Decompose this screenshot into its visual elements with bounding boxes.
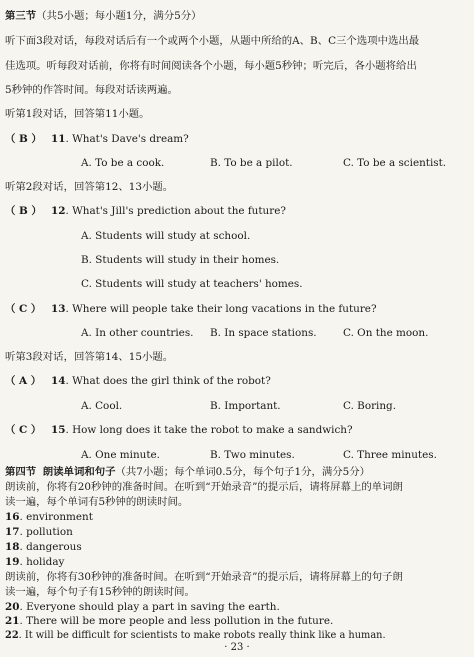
q12-option-b: B. Students will study in their homes. bbox=[81, 254, 280, 266]
section3-instruction-line2: 佳选项。听每段对话前，你将有时间阅读各个小题，每小题5秒钟；听完后，各小题将给出 bbox=[5, 60, 417, 72]
answer-13: （ C ） bbox=[5, 303, 42, 315]
question-13: （ C ） 13. Where will people take their long vacations in the future? bbox=[5, 303, 377, 315]
q12-option-c: C. Students will study at teachers' homes. bbox=[81, 278, 303, 290]
q13-option-b: B. In space stations. bbox=[210, 327, 317, 339]
section4-instruction2-line1: 朗读前，你将有30秒钟的准备时间。在听到“开始录音”的提示后，请将屏幕上的句子朗 bbox=[5, 571, 403, 583]
sentence-22: 22. It will be difficult for scientists to make robots really think like a human. bbox=[5, 630, 386, 641]
section3-instruction-line1: 听下面3段对话，每段对话后有一个或两个小题，从题中所给的A、B、C三个选项中选出最 bbox=[5, 35, 420, 47]
q14-option-b: B. Important. bbox=[210, 400, 281, 412]
question-14: （ A ） 14. What does the girl think of the robot? bbox=[5, 375, 271, 387]
word-19: 19. holiday bbox=[5, 556, 65, 568]
section3-title: 第三节 bbox=[5, 10, 37, 22]
q15-option-b: B. Two minutes. bbox=[210, 449, 295, 461]
dialogue2-instruction: 听第2段对话，回答第12、13小题。 bbox=[5, 181, 174, 193]
dialogue3-instruction: 听第3段对话，回答第14、15小题。 bbox=[5, 351, 174, 363]
q11-option-c: C. To be a scientist. bbox=[343, 157, 447, 169]
question-11: （ B ） 11. What's Dave's dream? bbox=[5, 133, 189, 145]
word-18: 18. dangerous bbox=[5, 541, 82, 553]
word-16: 16. environment bbox=[5, 511, 93, 523]
q15-option-c: C. Three minutes. bbox=[343, 449, 437, 461]
sentence-21: 21. There will be more people and less pollution in the future. bbox=[5, 615, 334, 627]
q14-option-c: C. Boring. bbox=[343, 400, 397, 412]
answer-11: （ B ） bbox=[5, 133, 42, 145]
sentence-20: 20. Everyone should play a part in saving the earth. bbox=[5, 601, 280, 613]
section4-instruction2-line2: 读一遍，每个句子有15秒钟的朗读时间。 bbox=[5, 586, 195, 598]
q15-option-a: A. One minute. bbox=[81, 449, 160, 461]
section4-meta: （共7小题；每个单词0.5分，每个句子1分，满分5分） bbox=[115, 466, 371, 478]
section3-instruction-line3: 5秒钟的作答时间。每段对话读两遍。 bbox=[5, 84, 178, 96]
section3-meta: （共5小题；每小题1分，满分5分） bbox=[36, 10, 202, 22]
section3-heading bbox=[5, 10, 466, 23]
section4-instruction1-line1: 朗读前，你将有20秒钟的准备时间。在听到“开始录音”的提示后，请将屏幕上的单词朗 bbox=[5, 481, 403, 493]
q14-option-a: A. Cool. bbox=[81, 400, 123, 412]
question-14-text: What does the girl think of the robot? bbox=[72, 375, 271, 387]
q13-option-c: C. On the moon. bbox=[343, 327, 429, 339]
page-number: · 23 · bbox=[224, 642, 250, 653]
section4-heading bbox=[5, 466, 466, 479]
q11-option-a: A. To be a cook. bbox=[81, 157, 165, 169]
question-15-text: How long does it take the robot to make a sandwich? bbox=[72, 424, 353, 436]
answer-12: （ B ） bbox=[5, 205, 42, 217]
question-11-text: What's Dave's dream? bbox=[72, 133, 189, 145]
question-12-text: What's Jill's prediction about the future? bbox=[72, 205, 286, 217]
section4-instruction1-line2: 读一遍，每个单词有5秒钟的朗读时间。 bbox=[5, 496, 189, 508]
dialogue1-instruction: 听第1段对话，回答第11小题。 bbox=[5, 108, 150, 120]
answer-14: （ A ） bbox=[5, 375, 42, 387]
question-13-text: Where will people take their long vacations in the future? bbox=[72, 303, 377, 315]
word-17: 17. pollution bbox=[5, 526, 73, 538]
answer-15: （ C ） bbox=[5, 424, 42, 436]
question-15: （ C ） 15. How long does it take the robot to make a sandwich? bbox=[5, 424, 353, 436]
q12-option-a: A. Students will study at school. bbox=[81, 230, 251, 242]
section4-title: 第四节 bbox=[5, 466, 37, 478]
section4-subtitle: 朗读单词和句子 bbox=[42, 466, 116, 478]
q11-option-b: B. To be a pilot. bbox=[210, 157, 293, 169]
q13-option-a: A. In other countries. bbox=[81, 327, 194, 339]
question-12: （ B ） 12. What's Jill's prediction about the future? bbox=[5, 205, 286, 217]
